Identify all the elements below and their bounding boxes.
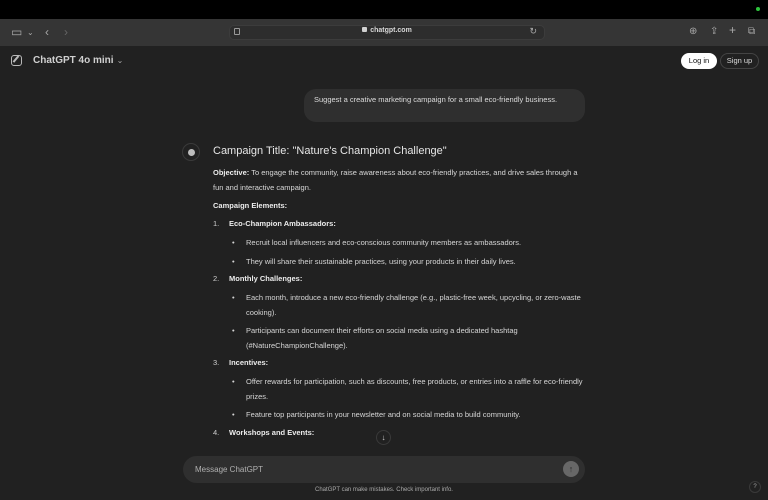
system-top-bar: [0, 0, 768, 19]
chat-header: [0, 46, 768, 76]
elements-heading: Campaign Elements:: [213, 201, 288, 210]
signup-button[interactable]: Sign up: [720, 53, 759, 69]
sidebar-icon[interactable]: ▭: [11, 25, 23, 39]
bullet-item: • Feature top participants in your newsletter and on social media to build community.: [213, 408, 583, 423]
list-item: 4. Workshops and Events:: [213, 427, 315, 437]
tabs-overview-icon[interactable]: ⧉: [748, 26, 756, 37]
lock-icon: [362, 27, 367, 32]
scroll-down-button[interactable]: ↓: [376, 430, 391, 445]
objective-paragraph: [213, 166, 583, 195]
login-button[interactable]: Log in: [681, 53, 717, 69]
help-button[interactable]: ?: [749, 481, 761, 493]
status-dot: [756, 7, 760, 11]
user-message-bubble: Suggest a creative marketing campaign for a small eco-friendly business.: [304, 89, 585, 122]
url-text: chatgpt.com: [370, 27, 412, 34]
list-item: 3. Incentives:: [213, 358, 269, 367]
bullet-item: • Each month, introduce a new eco-friendly challenge (e.g., plastic-free week, upcycling, or zero-waste cooking).: [213, 291, 583, 320]
reload-icon[interactable]: ↻: [529, 26, 537, 36]
send-button[interactable]: ↑: [563, 461, 579, 477]
disclaimer-text: ChatGPT can make mistakes. Check important info.: [315, 487, 453, 493]
back-icon[interactable]: ‹: [45, 25, 49, 39]
objective-text: To engage the community, raise awareness about eco-friendly practices, and drive sales through a fun and interactive campaign.: [213, 168, 578, 192]
forward-icon[interactable]: ›: [64, 25, 68, 39]
address-bar[interactable]: [229, 25, 545, 40]
new-tab-icon[interactable]: +: [729, 23, 737, 37]
browser-toolbar: [0, 19, 768, 46]
campaign-title: Campaign Title: "Nature's Champion Challenge": [213, 145, 447, 157]
download-icon[interactable]: ⊕: [689, 26, 698, 37]
bullet-item: • Recruit local influencers and eco-conscious community members as ambassadors.: [213, 236, 583, 251]
list-item: 2. Monthly Challenges:: [213, 274, 303, 283]
assistant-avatar-icon: [182, 143, 200, 161]
bullet-item: • Participants can document their efforts on social media using a dedicated hashtag (#NatureChampionChallenge).: [213, 324, 583, 353]
new-chat-icon[interactable]: [11, 55, 22, 66]
objective-label: Objective:: [213, 168, 250, 177]
model-label: ChatGPT 4o mini: [33, 55, 114, 66]
message-input[interactable]: [195, 462, 535, 477]
chevron-down-icon[interactable]: ⌄: [27, 28, 34, 37]
bullet-item: • Offer rewards for participation, such as discounts, free products, or entries into a raffle for eco-friendly prizes.: [213, 375, 583, 404]
model-selector[interactable]: [33, 55, 123, 66]
chevron-down-icon: ⌄: [116, 56, 124, 65]
message-composer: [183, 456, 585, 483]
share-icon[interactable]: ⇪: [710, 26, 719, 37]
assistant-message: [213, 145, 583, 445]
bullet-item: • They will share their sustainable practices, using your products in their daily lives.: [213, 255, 583, 270]
list-item: 1. Eco-Champion Ambassadors:: [213, 219, 336, 228]
